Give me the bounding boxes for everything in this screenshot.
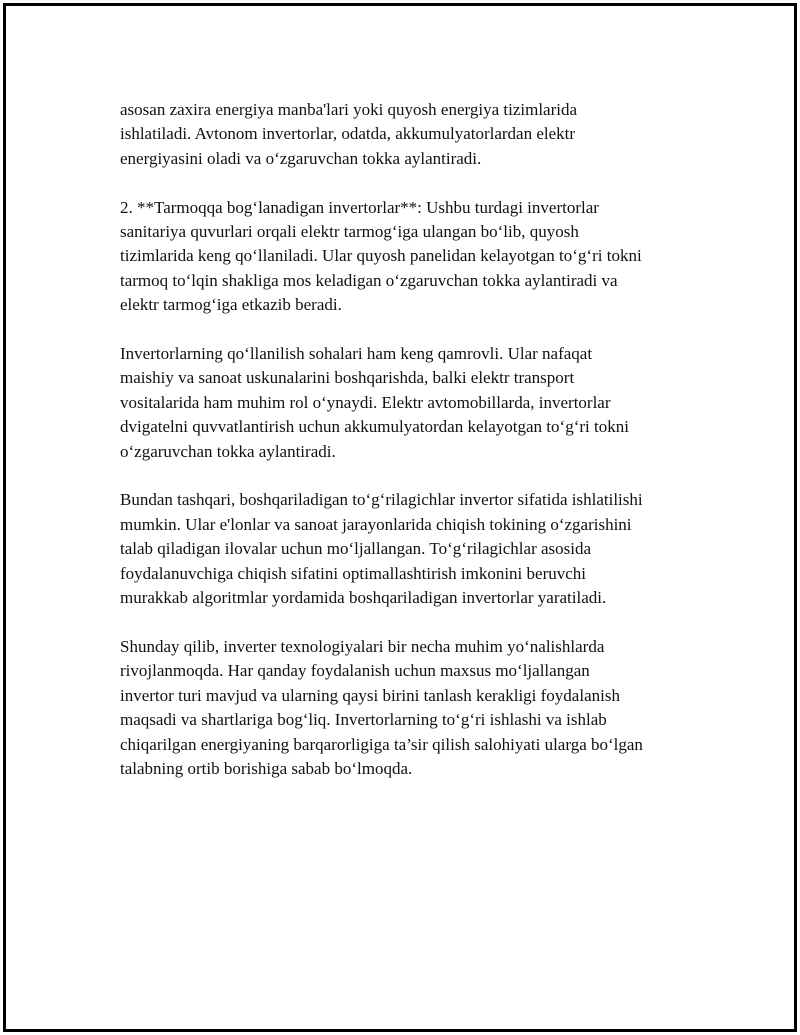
paragraph-3 [120,342,700,464]
text-line: murakkab algoritmlar yordamida boshqariladigan invertorlar yaratiladi. [120,588,607,608]
text-line: energiyasini oladi va o‘zgaruvchan tokka aylantiradi. [120,148,482,168]
paragraph-5 [120,635,700,781]
text-line: asosan zaxira energiya manba'lari yoki quyosh energiya tizimlarida [120,100,578,119]
text-line: maqsadi va shartlariga bog‘liq. Invertorlarning to‘g‘ri ishlashi va ishlab [120,710,607,730]
text-line: 2. **Tarmoqqa bog‘lanadigan invertorlar**: Ushbu turdagi invertorlar [120,197,599,217]
paragraph-1 [120,98,700,171]
text-line: rivojlanmoqda. Har qanday foydalanish uchun maxsus mo‘ljallangan [120,661,590,681]
text-line: talab qiladigan ilovalar uchun mo‘ljallangan. To‘g‘rilagichlar asosida [120,539,592,559]
text-line: talabning ortib borishiga sabab bo‘lmoqda. [120,758,413,778]
text-line: dvigatelni quvvatlantirish uchun akkumulyatordan kelayotgan to‘g‘ri tokni [120,417,629,437]
text-line: invertor turi mavjud va ularning qaysi birini tanlash kerakligi foydalanish [120,685,620,705]
text-line: ishlatiladi. Avtonom invertorlar, odatda, akkumulyatorlardan elektr [120,124,576,144]
text-line: Shunday qilib, inverter texnologiyalari bir necha muhim yo‘nalishlarda [120,636,605,656]
text-line: chiqarilgan energiyaning barqarorligiga ta’sir qilish salohiyati ularga bo‘lgan [120,734,643,754]
text-line: elektr tarmog‘iga etkazib beradi. [120,295,342,315]
text-line: maishiy va sanoat uskunalarini boshqarishda, balki elektr transport [120,368,575,388]
text-line: tizimlarida keng qo‘llaniladi. Ular quyosh panelidan kelayotgan to‘g‘ri tokni [120,246,642,266]
paragraph-4 [120,488,700,610]
text-line: vositalarida ham muhim rol o‘ynaydi. Elektr avtomobillarda, invertorlar [120,392,611,412]
document-page [3,3,797,1032]
document-body [120,98,700,806]
text-line: tarmoq to‘lqin shakliga mos keladigan o‘zgaruvchan tokka aylantiradi va [120,270,618,290]
text-line: o‘zgaruvchan tokka aylantiradi. [120,441,336,461]
text-line: mumkin. Ular e'lonlar va sanoat jarayonlarida chiqish tokining o‘zgarishini [120,514,632,534]
paragraph-2 [120,196,700,318]
text-line: Invertorlarning qo‘llanilish sohalari ham keng qamrovli. Ular nafaqat [120,344,593,364]
text-line: foydalanuvchiga chiqish sifatini optimallashtirish imkonini beruvchi [120,563,586,583]
text-line: sanitariya quvurlari orqali elektr tarmog‘iga ulangan bo‘lib, quyosh [120,222,579,242]
text-line: Bundan tashqari, boshqariladigan to‘g‘rilagichlar invertor sifatida ishlatilishi [120,490,643,510]
